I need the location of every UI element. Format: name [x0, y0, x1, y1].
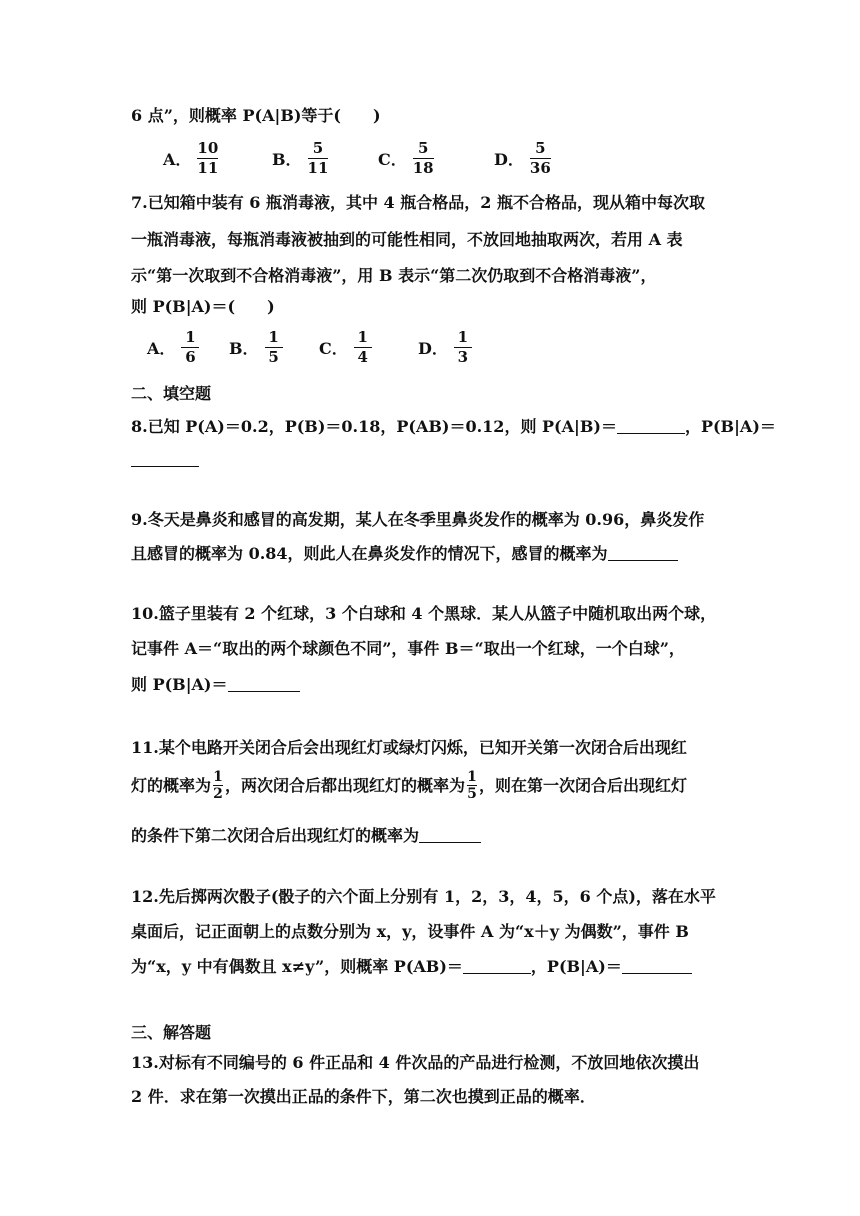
numerator: 10: [197, 139, 219, 157]
answer-blank: [617, 417, 685, 434]
q11-text: 的条件下第二次闭合后出现红灯的概率为: [131, 826, 420, 845]
option-letter: D．: [494, 150, 524, 169]
answer-blank: [463, 957, 531, 974]
q9-text: 且感冒的概率为 0.84，则此人在鼻炎发作的情况下，感冒的概率为: [131, 544, 608, 563]
q11-text-a: 灯的概率为: [131, 775, 212, 795]
q11-line-2: [131, 770, 687, 801]
denominator: 5: [467, 786, 477, 802]
q11-line-3: [131, 826, 481, 846]
denominator: 36: [529, 159, 551, 177]
option-letter: C．: [319, 339, 348, 358]
numerator: 5: [417, 139, 429, 157]
q8-text-mid: ，P(B|A)＝: [684, 417, 776, 436]
q10-line-1: 10.篮子里装有 2 个红球，3 个白球和 4 个黑球．某人从篮子中随机取出两个球，: [131, 604, 717, 623]
fraction: [265, 329, 283, 366]
q12-text-mid: ，P(B|A)＝: [530, 957, 622, 976]
q7-line-2: 一瓶消毒液，每瓶消毒液被抽到的可能性相同，不放回地抽取两次，若用 A 表: [131, 230, 683, 249]
answer-blank: [608, 544, 678, 561]
numerator: 1: [357, 328, 368, 346]
q10-line-3: [131, 675, 300, 695]
q13-line-2: 2 件．求在第一次摸出正品的条件下，第二次也摸到正品的概率．: [131, 1087, 596, 1106]
numerator: 5: [312, 139, 324, 157]
fraction: [467, 770, 477, 801]
q11-text-c: ，则在第一次闭合后出现红灯: [479, 775, 688, 795]
option-letter: A．: [147, 339, 176, 358]
q7-line-4: 则 P(B|A)＝( ): [131, 297, 275, 316]
fraction: [354, 329, 372, 366]
numerator: 1: [467, 769, 477, 785]
fraction: [181, 329, 199, 366]
q6-text: 6 点”，则概率 P(A|B)等于( ): [131, 106, 381, 125]
q7-line-1: 7.已知箱中装有 6 瓶消毒液，其中 4 瓶合格品，2 瓶不合格品，现从箱中每次取: [131, 193, 705, 212]
q12-line-2: 桌面后，记正面朝上的点数分别为 x，y，设事件 A 为“x＋y 为偶数”，事件 B: [131, 922, 689, 941]
numerator: 1: [213, 769, 223, 785]
q10-text: 则 P(B|A)＝: [131, 675, 228, 694]
denominator: 3: [457, 348, 469, 366]
q12-line-1: 12.先后掷两次骰子(骰子的六个面上分别有 1，2，3，4，5，6 个点)，落在水平: [131, 887, 716, 906]
numerator: 5: [535, 139, 546, 157]
answer-blank: [622, 957, 692, 974]
q6-option-c: [378, 140, 436, 177]
q8-text: 8.已知 P(A)＝0.2，P(B)＝0.18，P(AB)＝0.12，则 P(A|B)＝: [131, 417, 617, 436]
q7-option-d: [418, 329, 474, 366]
q7-option-c: [319, 329, 374, 366]
option-letter: A．: [163, 150, 192, 169]
q13-line-1: 13.对标有不同编号的 6 件正品和 4 件次品的产品进行检测，不放回地依次摸出: [131, 1053, 700, 1072]
q8-line-1: [131, 417, 776, 437]
answer-blank: [228, 675, 300, 692]
denominator: 6: [185, 348, 196, 366]
q6-option-d: [494, 140, 553, 177]
q8-line-2: [131, 450, 199, 470]
denominator: 2: [213, 786, 223, 802]
option-letter: D．: [418, 339, 448, 358]
q11-text-b: ，两次闭合后都出现红灯的概率为: [225, 775, 466, 795]
numerator: 1: [457, 328, 469, 346]
q6-option-a: [163, 140, 220, 177]
q7-option-b: [229, 329, 285, 366]
denominator: 11: [197, 159, 219, 177]
fraction: [454, 329, 472, 366]
q9-line-1: 9.冬天是鼻炎和感冒的高发期，某人在冬季里鼻炎发作的概率为 0.96，鼻炎发作: [131, 510, 705, 529]
q7-line-3: 示“第一次取到不合格消毒液”，用 B 表示“第二次仍取到不合格消毒液”，: [131, 266, 657, 285]
fraction: [530, 140, 551, 177]
q6-option-b: [272, 140, 330, 177]
numerator: 1: [268, 328, 279, 346]
q11-line-1: 11.某个电路开关闭合后会出现红灯或绿灯闪烁，已知开关第一次闭合后出现红: [131, 738, 687, 757]
q9-line-2: [131, 544, 678, 564]
denominator: 4: [357, 348, 368, 366]
section-heading-answer: 三、解答题: [131, 1023, 212, 1042]
q12-text: 为“x，y 中有偶数且 x≠y”，则概率 P(AB)＝: [131, 957, 463, 976]
q12-line-3: [131, 957, 692, 977]
fraction: [413, 140, 434, 177]
fraction: [308, 140, 329, 177]
answer-blank: [419, 826, 481, 843]
option-letter: C．: [378, 150, 407, 169]
denominator: 11: [307, 159, 329, 177]
option-letter: B．: [272, 150, 302, 169]
fraction: [197, 140, 218, 177]
q10-line-2: 记事件 A＝“取出的两个球颜色不同”，事件 B＝“取出一个红球，一个白球”，: [131, 639, 685, 658]
q7-option-a: [147, 329, 201, 366]
answer-blank: [131, 450, 199, 467]
fraction: [213, 770, 223, 801]
section-heading-fill-in: 二、填空题: [131, 384, 212, 403]
numerator: 1: [185, 328, 196, 346]
denominator: 18: [412, 159, 434, 177]
denominator: 5: [268, 348, 279, 366]
option-letter: B．: [229, 339, 259, 358]
